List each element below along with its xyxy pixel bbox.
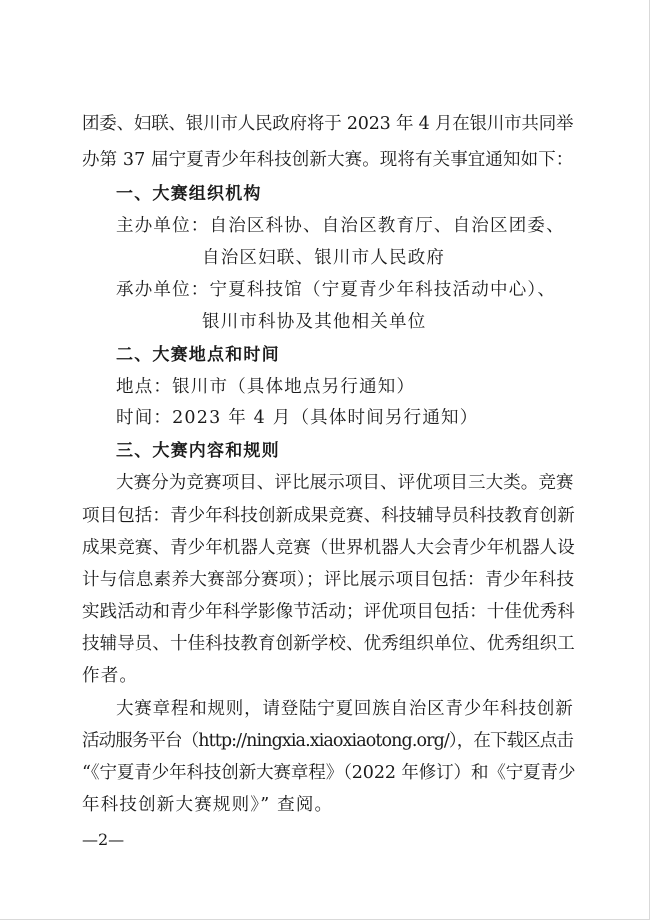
section-heading: 三、大赛内容和规则 <box>116 441 280 461</box>
time-line: 时间：2023 年 4 月（具体时间另行通知） <box>116 408 479 428</box>
body-text-line: 技辅导员、十佳科技教育创新学校、优秀组织单位、优秀组织工 <box>82 634 575 654</box>
section-heading: 一、大赛组织机构 <box>116 184 262 204</box>
body-text-line: “《宁夏青少年科技创新大赛章程》（2022 年修订）和《宁夏青少 <box>82 763 576 783</box>
section-heading: 二、大赛地点和时间 <box>116 345 280 365</box>
body-text-line: 作者。 <box>82 666 139 686</box>
body-text-line: 计与信息素养大赛部分赛项）；评比展示项目包括：青少年科技 <box>82 570 575 590</box>
organizer-line: 自治区妇联、银川市人民政府 <box>202 248 446 268</box>
organizer-line: 主办单位：自治区科协、自治区教育厅、自治区团委、 <box>116 216 565 236</box>
body-text-line: 办第 37 届宁夏青少年科技创新大赛。现将有关事宜通知如下： <box>82 150 574 170</box>
body-text-line: 活动服务平台（http://ningxia.xiaoxiaotong.org/），在下载区点击 <box>82 731 573 751</box>
host-line: 银川市科协及其他相关单位 <box>202 312 427 332</box>
body-text-line: 大赛章程和规则，请登陆宁夏回族自治区青少年科技创新 <box>116 699 574 719</box>
venue-line: 地点：银川市（具体地点另行通知） <box>116 377 416 397</box>
body-text-line: 成果竞赛、青少年机器人竞赛（世界机器人大会青少年机器人设 <box>82 538 575 558</box>
host-line: 承办单位：宁夏科技馆（宁夏青少年科技活动中心）、 <box>116 280 557 300</box>
page-number: —2— <box>82 830 125 849</box>
body-text-line: 实践活动和青少年科学影像节活动；评优项目包括：十佳优秀科 <box>82 602 575 622</box>
body-text-line: 项目包括：青少年科技创新成果竞赛、科技辅导员科技教育创新 <box>82 506 575 526</box>
body-text-line: 团委、妇联、银川市人民政府将于 2023 年 4 月在银川市共同举 <box>82 114 574 134</box>
body-text-line: 年科技创新大赛规则》” 查阅。 <box>82 795 334 815</box>
body-text-line: 大赛分为竞赛项目、评比展示项目、评优项目三大类。竞赛 <box>116 473 574 493</box>
